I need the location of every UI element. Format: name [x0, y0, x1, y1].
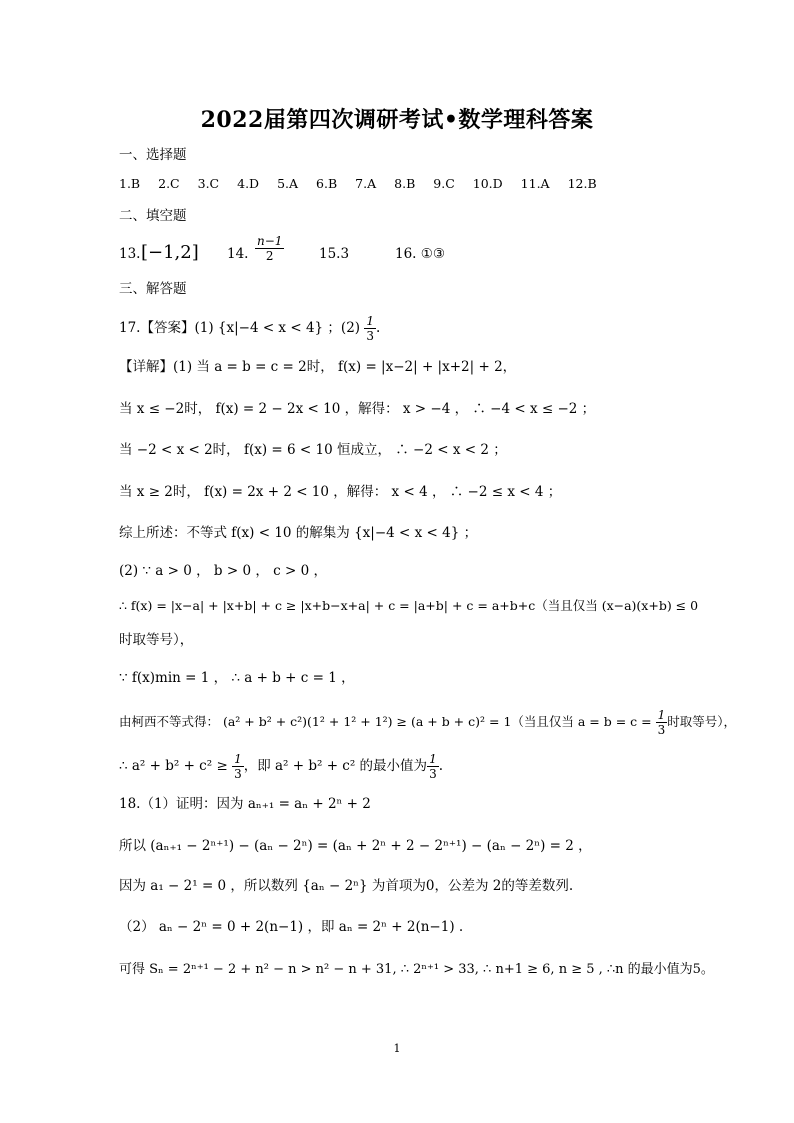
multiple-choice-answers [119, 176, 615, 191]
mc-answer: 4.D [237, 176, 260, 191]
q17-min-end: . [438, 758, 443, 774]
mc-answer: 2.C [158, 176, 180, 191]
mc-answer: 8.B [394, 176, 416, 191]
q17-detail-line: 当 x ≥ 2时， f(x) = 2x + 2 < 10 ，解得： x < 4 ， ∴ −2 ≤ x < 4 ； [119, 484, 562, 500]
q17-detail-line: ∵ f(x)min = 1 ， ∴ a + b + c = 1 ， [119, 670, 355, 686]
q17-answer-prefix: 17.【答案】(1) [119, 320, 214, 336]
q17-cauchy-line [119, 708, 736, 737]
q18-line: 因为 a₁ − 2¹ = 0 ，所以数列 {aₙ − 2ⁿ} 为首项为0，公差为 2的等差数列. [119, 878, 574, 894]
q14-denominator: 2 [265, 249, 274, 263]
q17-answer-set: {x|−4 < x < 4} [217, 320, 324, 336]
mc-answer: 1.B [119, 176, 141, 191]
q17-min-mid: ，即 a² + b² + c² 的最小值为 [243, 758, 428, 774]
q17-cauchy-den: 3 [657, 723, 666, 737]
q17-cauchy-num: 1 [657, 708, 666, 722]
mc-answer: 3.C [197, 176, 220, 191]
page-number: 1 [393, 1042, 401, 1055]
q17-answer-num: 1 [366, 314, 374, 328]
page-title: 2022届第四次调研考试•数学理科答案 [200, 107, 594, 133]
q17-cauchy-post: 时取等号）， [667, 714, 737, 729]
q13-label: 13. [119, 246, 141, 262]
q17-cauchy-pre: 由柯西不等式得： (a² + b² + c²)(1² + 1² + 1²) ≥ (a + b + c)² = 1（当且仅当 a = b = c = [119, 714, 652, 729]
q18-line: （2） aₙ − 2ⁿ = 0 + 2(n−1) ，即 aₙ = 2ⁿ + 2(n−1) . [119, 919, 464, 935]
q17-min-pre: ∴ a² + b² + c² ≥ [119, 758, 228, 774]
mc-answer: 6.B [316, 176, 338, 191]
q17-detail-line: ∴ f(x) = |x−a| + |x+b| + c ≥ |x+b−x+a| + c = |a+b| + c = a+b+c（当且仅当 (x−a)(x+b) ≤ 0 [119, 598, 699, 613]
q14-numerator: n−1 [257, 234, 283, 248]
q17-detail-line: 时取等号）， [119, 632, 194, 648]
q15-answer: 15.3 [319, 246, 350, 262]
mc-answer: 7.A [355, 176, 377, 191]
q17-min-den: 3 [234, 767, 242, 781]
q14-label: 14. [227, 246, 249, 262]
q17-answer-mid: ；(2) [327, 320, 361, 336]
mc-answer: 5.A [277, 176, 299, 191]
q17-detail-line: (2) ∵ a > 0 ， b > 0 ， c > 0 ， [119, 563, 327, 579]
q17-min-den2: 3 [429, 767, 437, 781]
q17-detail-line: 当 −2 < x < 2时， f(x) = 6 < 10 恒成立， ∴ −2 < x < 2 ； [119, 442, 507, 458]
q18-line: 所以 (aₙ₊₁ − 2ⁿ⁺¹) − (aₙ − 2ⁿ) = (aₙ + 2ⁿ + 2 − 2ⁿ⁺¹) − (aₙ − 2ⁿ) = 2 ， [119, 838, 592, 854]
q18-line: 可得 Sₙ = 2ⁿ⁺¹ − 2 + n² − n > n² − n + 31, ∴ 2ⁿ⁺¹ > 33, ∴ n+1 ≥ 6, n ≥ 5 , ∴n 的最小值为5。 [119, 962, 714, 977]
q18-line: 18.（1）证明：因为 aₙ₊₁ = aₙ + 2ⁿ + 2 [119, 796, 371, 812]
q17-answer-end: . [375, 320, 381, 336]
q17-answer-den: 3 [366, 329, 374, 343]
q17-min-num: 1 [234, 752, 242, 766]
q16-answer: 16. ①③ [395, 246, 445, 262]
section-heading-solve: 三、解答题 [119, 281, 187, 297]
q17-min-num2: 1 [429, 752, 437, 766]
q17-detail-line: 【详解】(1) 当 a = b = c = 2时， f(x) = |x−2| + |x+2| + 2， [119, 359, 517, 375]
q17-detail-line: 当 x ≤ −2时， f(x) = 2 − 2x < 10 ，解得： x > −4 ， ∴ −4 < x ≤ −2 ； [119, 401, 596, 417]
mc-answer: 9.C [433, 176, 455, 191]
q17-answer [119, 314, 380, 343]
mc-answer: 12.B [567, 176, 597, 191]
q14-fraction [255, 234, 284, 263]
section-heading-fill: 二、填空题 [119, 208, 187, 224]
q13-answer: [−1,2] [141, 242, 199, 263]
q17-min-line [119, 752, 443, 781]
q17-detail-line: 综上所述：不等式 f(x) < 10 的解集为 {x|−4 < x < 4} ； [119, 525, 478, 541]
section-heading-choice: 一、选择题 [119, 147, 187, 163]
mc-answer: 11.A [520, 176, 550, 191]
mc-answer: 10.D [472, 176, 503, 191]
